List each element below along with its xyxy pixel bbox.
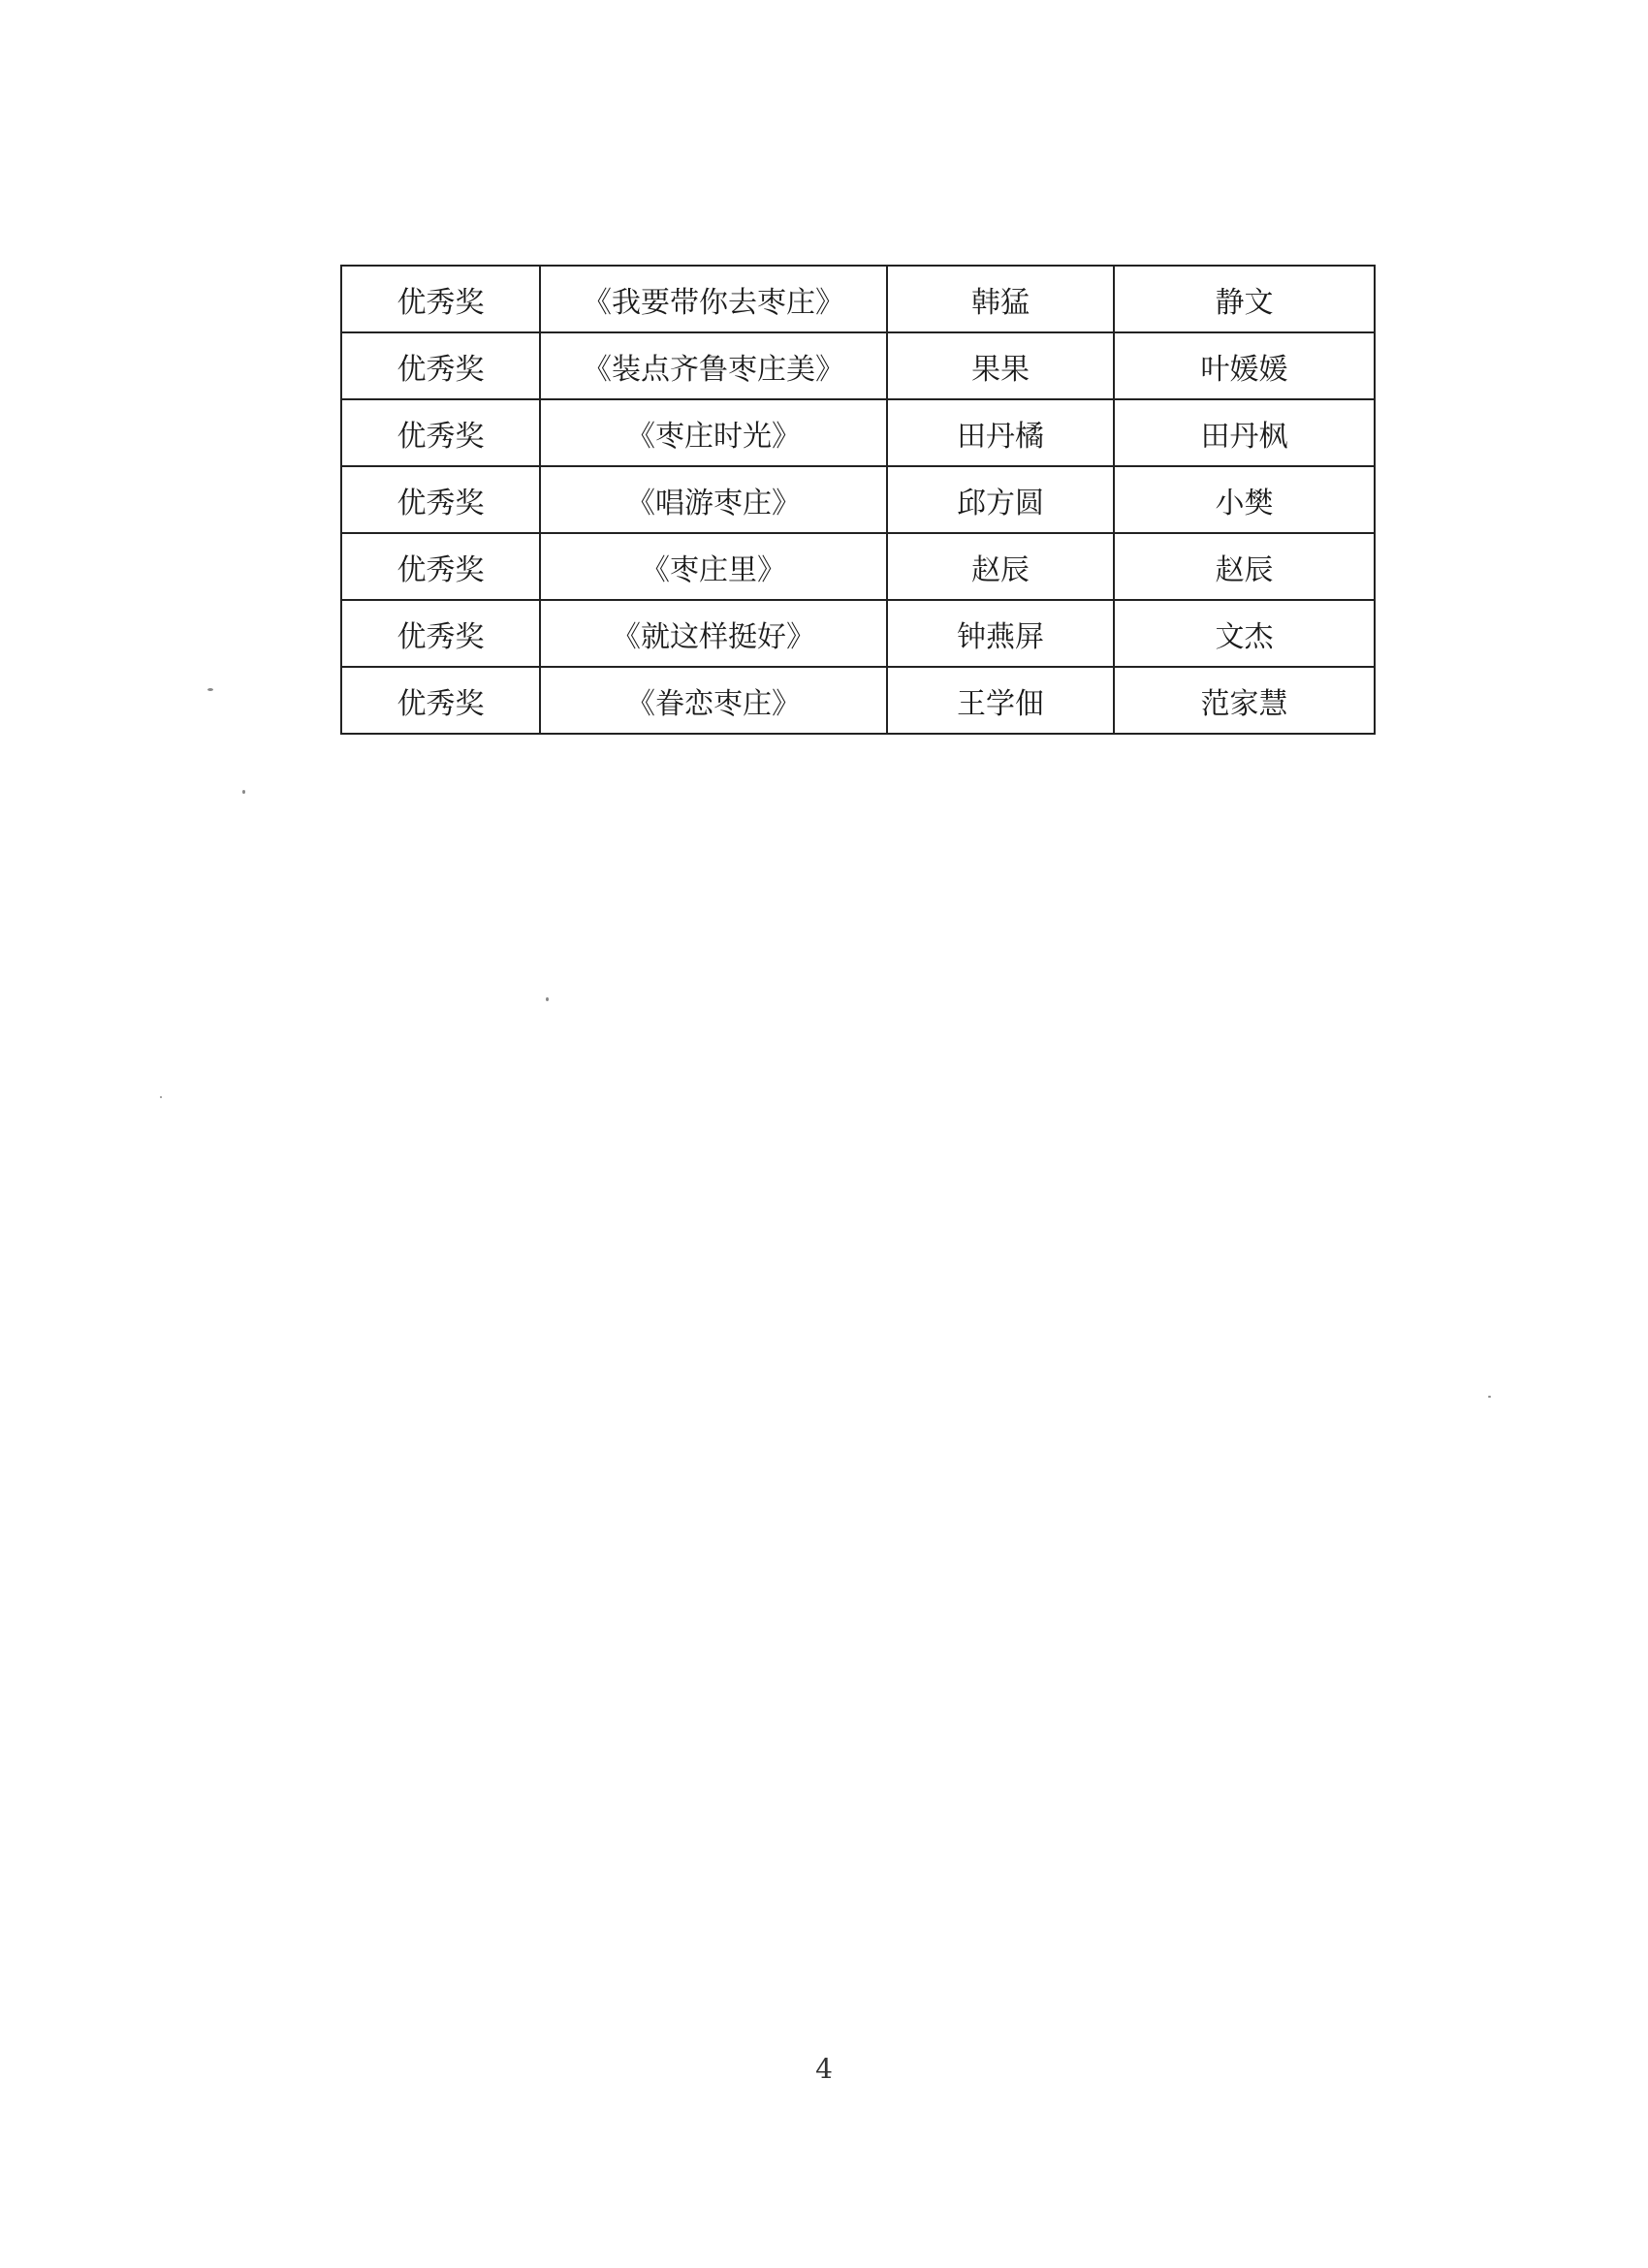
title-cell: 《枣庄时光》 (540, 399, 887, 466)
scan-speck (242, 790, 245, 794)
author-cell: 钟燕屏 (887, 600, 1114, 667)
title-cell: 《装点齐鲁枣庄美》 (540, 332, 887, 399)
award-cell: 优秀奖 (341, 466, 540, 533)
author-cell: 果果 (887, 332, 1114, 399)
award-cell: 优秀奖 (341, 667, 540, 734)
title-cell: 《眷恋枣庄》 (540, 667, 887, 734)
performer-cell: 赵辰 (1114, 533, 1375, 600)
table-row (341, 667, 1375, 734)
performer-cell: 文杰 (1114, 600, 1375, 667)
table-row (341, 332, 1375, 399)
title-cell: 《唱游枣庄》 (540, 466, 887, 533)
performer-cell: 静文 (1114, 266, 1375, 332)
performer-cell: 田丹枫 (1114, 399, 1375, 466)
table-row (341, 600, 1375, 667)
performer-cell: 范家慧 (1114, 667, 1375, 734)
title-cell: 《我要带你去枣庄》 (540, 266, 887, 332)
award-cell: 优秀奖 (341, 332, 540, 399)
scan-speck (1488, 1396, 1491, 1398)
table-row (341, 399, 1375, 466)
author-cell: 田丹橘 (887, 399, 1114, 466)
title-cell: 《就这样挺好》 (540, 600, 887, 667)
author-cell: 韩猛 (887, 266, 1114, 332)
author-cell: 王学佃 (887, 667, 1114, 734)
award-cell: 优秀奖 (341, 266, 540, 332)
scan-speck (160, 1096, 162, 1098)
page-number: 4 (815, 2053, 833, 2085)
author-cell: 邱方圆 (887, 466, 1114, 533)
performer-cell: 叶媛媛 (1114, 332, 1375, 399)
table-row (341, 466, 1375, 533)
scan-speck (546, 997, 549, 1001)
title-cell: 《枣庄里》 (540, 533, 887, 600)
author-cell: 赵辰 (887, 533, 1114, 600)
award-cell: 优秀奖 (341, 600, 540, 667)
table-row (341, 266, 1375, 332)
award-cell: 优秀奖 (341, 533, 540, 600)
scan-speck (207, 688, 213, 691)
performer-cell: 小樊 (1114, 466, 1375, 533)
awards-table (340, 265, 1376, 735)
award-cell: 优秀奖 (341, 399, 540, 466)
table-row (341, 533, 1375, 600)
